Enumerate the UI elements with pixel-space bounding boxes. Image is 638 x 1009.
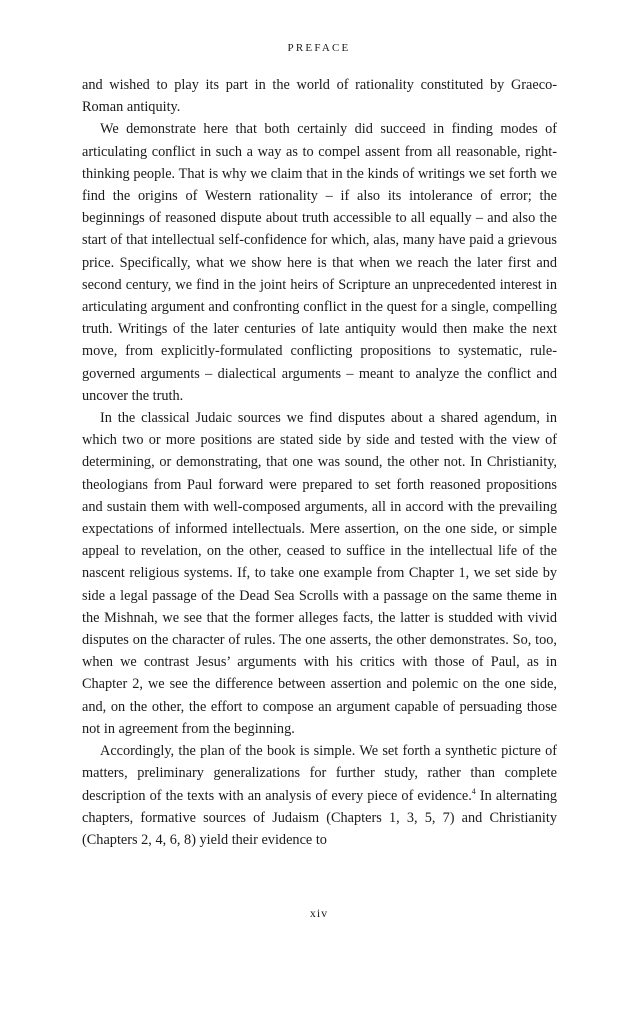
- paragraph: In the classical Judaic sources we find disputes about a shared agendum, in which two or more positions are stated side by side and tested with the view of determining, or demonstrating, that one was sound, the other not. In Christianity, theologians from Paul forward were prepared to set forth reasoned propositions and sustain them with well-composed arguments, all in accord with the prevailing expectations of informed intellectuals. Mere assertion, on the one side, or simple appeal to revelation, on the other, ceased to suffice in the intellectual life of the nascent religious systems. If, to take one example from Chapter 1, we set side by side a legal passage of the Dead Sea Scrolls with a passage on the same theme in the Mishnah, we see that the former alleges facts, the latter is studded with vivid disputes on the character of rules. The one asserts, the other demonstrates. So, too, when we contrast Jesus’ arguments with his critics with those of Paul, as in Chapter 2, we see the difference between assertion and polemic on the one side, and, on the other, the effort to compose an argument capable of persuading those not in agreement from the beginning.: [82, 410, 557, 737]
- footnote-marker[interactable]: 4: [471, 786, 476, 796]
- body-text: [82, 74, 557, 851]
- paragraph-text: In alternating chapters, formative sources of Judaism (Chapters 1, 3, 5, 7) and Christianity (Chapters 2, 4, 6, 8) yield their evidence to: [82, 787, 557, 848]
- paragraph-with-footnote: [82, 740, 557, 851]
- page-number: xiv: [309, 906, 329, 920]
- paragraph-continuation: and wished to play its part in the world of rationality constituted by Graeco-Roman antiquity.: [82, 77, 557, 116]
- paragraph-text: Accordingly, the plan of the book is simple. We set forth a synthetic picture of matters, preliminary generalizations for further study, rather than complete description of the texts with an analysis of every piece of evidence.: [82, 743, 557, 804]
- running-head: PREFACE: [287, 42, 351, 54]
- paragraph: We demonstrate here that both certainly did succeed in finding modes of articulating conflict in such a way as to compel assent from all reasonable, right-thinking people. That is why we claim that in the kinds of writings we set forth we find the origins of Western rationality – if also its intolerance of error; the beginnings of reasoned dispute about truth accessible to all equally – and also the start of that intellectual self-confidence for which, alas, many have paid a grievous price. Specifically, what we show here is that when we reach the later first and second century, we find in the joint heirs of Scripture an unprecedented interest in articulating argument and confronting conflict in the quest for a single, compelling truth. Writings of the later centuries of late antiquity would then make the next move, from explicitly-formulated conflicting propositions to systematic, rule-governed arguments – dialectical arguments – meant to analyze the conflict and uncover the truth.: [82, 121, 557, 404]
